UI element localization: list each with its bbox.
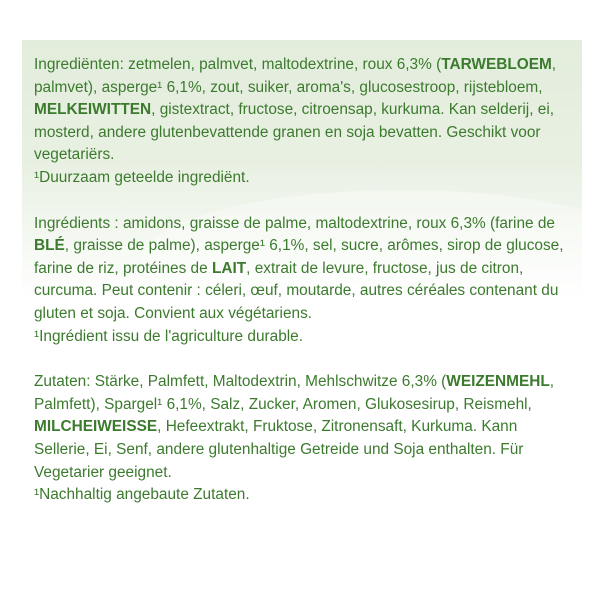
allergen-wheat: BLÉ bbox=[34, 237, 65, 255]
allergen-milk: LAIT bbox=[211, 259, 247, 277]
allergen-milk-protein: MILCHEIWEISSE bbox=[34, 418, 158, 436]
text-segment: , gistextract, fructose, citroensap, kurkuma. Kan selderij, ei, mosterd, andere glutenbevattende granen en soja bevatten. Geschikt voor vegetariërs. bbox=[34, 101, 555, 164]
text-segment: Ingrédients : amidons, graisse de palme, maltodextrine, roux 6,3% (farine de bbox=[34, 214, 555, 232]
footnote-dutch: ¹Duurzaam geteelde ingrediënt. bbox=[34, 168, 250, 186]
text-segment: , palmvet), asperge¹ 6,1%, zout, suiker, aroma's, glucosestroop, rijstebloem, bbox=[34, 56, 557, 96]
ingredient-label bbox=[22, 40, 582, 588]
ingredients-text-dutch bbox=[34, 54, 568, 167]
footnote-french: ¹Ingrédient issu de l'agriculture durable. bbox=[34, 327, 304, 345]
text-segment: , Palmfett), Spargel¹ 6,1%, Salz, Zucker, Aromen, Glukosesirup, Reismehl, bbox=[34, 373, 555, 413]
text-segment: , graisse de palme), asperge¹ 6,1%, sel, sucre, arômes, sirop de glucose, farine de riz, protéines de bbox=[34, 237, 564, 277]
text-segment: , Hefeextrakt, Fruktose, Zitronensaft, Kurkuma. Kann Sellerie, Ei, Senf, andere glutenhaltige Getreide und Soja enthalten. Für Vegetarier geeignet. bbox=[34, 418, 524, 481]
allergen-milk-protein: MELKEIWITTEN bbox=[34, 101, 152, 119]
ingredients-french bbox=[34, 213, 568, 349]
ingredients-german bbox=[34, 371, 568, 507]
allergen-wheat-flour: WEIZENMEHL bbox=[446, 373, 550, 391]
ingredients-dutch bbox=[34, 54, 568, 190]
text-segment: , extrait de levure, fructose, jus de citron, curcuma. Peut contenir : céleri, œuf, moutarde, autres céréales contenant du gluten et soja. Convient aux végétariens. bbox=[34, 259, 559, 322]
ingredients-text-french bbox=[34, 213, 568, 326]
allergen-wheat-flour: TARWEBLOEM bbox=[441, 56, 552, 73]
text-segment: Zutaten: Stärke, Palmfett, Maltodextrin, Mehlschwitze 6,3% ( bbox=[34, 373, 447, 391]
text-segment: Ingrediënten: zetmelen, palmvet, maltodextrine, roux 6,3% ( bbox=[34, 56, 442, 73]
footnote-german: ¹Nachhaltig angebaute Zutaten. bbox=[34, 486, 250, 504]
ingredients-text-german bbox=[34, 371, 568, 484]
